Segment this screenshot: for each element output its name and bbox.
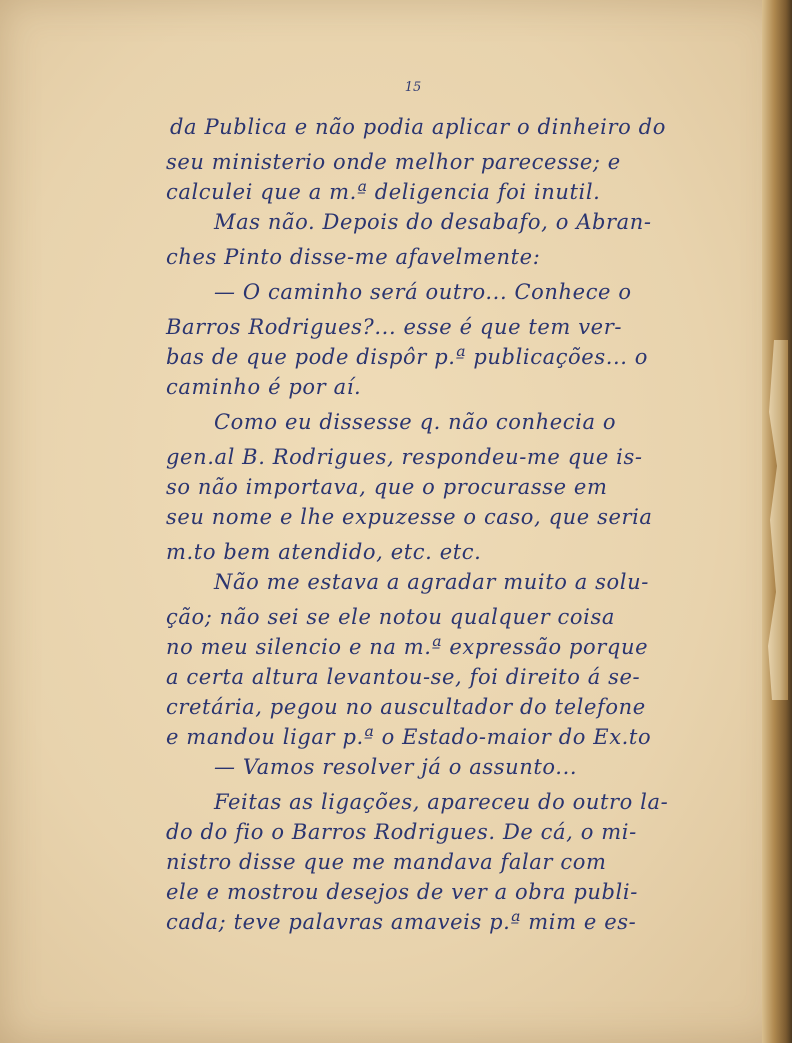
- text-line: e mandou ligar p.ª o Estado-maior do Ex.to: [166, 725, 652, 749]
- text-line: gen.al B. Rodrigues, respondeu-me que is-: [166, 445, 643, 469]
- text-line: so não importava, que o procurasse em: [166, 475, 608, 499]
- text-line: seu nome e lhe expuzesse o caso, que seria: [166, 505, 653, 529]
- text-line: m.to bem atendido, etc. etc.: [166, 540, 482, 564]
- text-line: Feitas as ligações, apareceu do outro la-: [214, 790, 669, 814]
- text-line: — Vamos resolver já o assunto...: [214, 755, 578, 779]
- page-number: 15: [404, 80, 422, 95]
- text-line: seu ministerio onde melhor parecesse; e: [166, 150, 621, 174]
- text-line: ção; não sei se ele notou qualquer coisa: [166, 605, 615, 629]
- text-line: Mas não. Depois do desabafo, o Abran-: [214, 210, 652, 234]
- text-line: no meu silencio e na m.ª expressão porque: [166, 635, 649, 659]
- text-line: Barros Rodrigues?... esse é que tem ver-: [166, 315, 623, 339]
- text-line: do do fio o Barros Rodrigues. De cá, o mi-: [166, 820, 637, 844]
- text-line: cretária, pegou no auscultador do telefone: [166, 695, 646, 719]
- text-line: ches Pinto disse-me afavelmente:: [166, 245, 541, 269]
- text-line: ele e mostrou desejos de ver a obra publi-: [166, 880, 638, 904]
- text-line: da Publica e não podia aplicar o dinheiro do: [170, 115, 666, 139]
- text-line: calculei que a m.ª deligencia foi inutil.: [166, 180, 601, 204]
- text-line: Não me estava a agradar muito a solu-: [214, 570, 649, 594]
- torn-spine-edge: [768, 340, 788, 700]
- text-line: — O caminho será outro... Conhece o: [214, 280, 632, 304]
- text-line: cada; teve palavras amaveis p.ª mim e es-: [166, 910, 637, 934]
- text-line: nistro disse que me mandava falar com: [166, 850, 607, 874]
- text-line: a certa altura levantou-se, foi direito á se-: [166, 665, 641, 689]
- text-line: bas de que pode dispôr p.ª publicações... o: [166, 345, 649, 369]
- text-line: caminho é por aí.: [166, 375, 362, 399]
- text-line: Como eu dissesse q. não conhecia o: [214, 410, 617, 434]
